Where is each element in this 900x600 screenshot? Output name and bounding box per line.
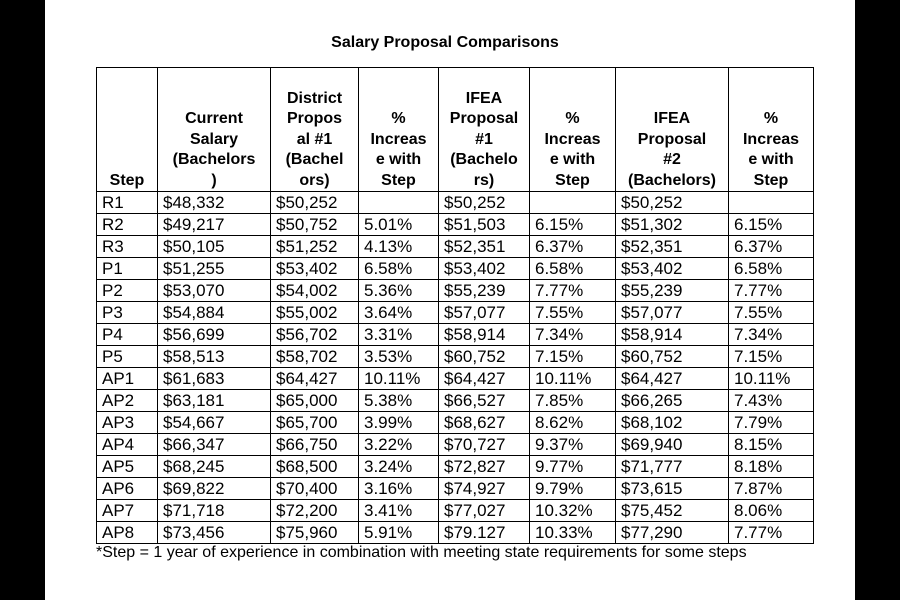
table-cell-step: AP7: [97, 500, 158, 522]
table-cell-ifea-proposal-1: $58,914: [439, 324, 530, 346]
table-cell-district-proposal-1: $50,752: [271, 214, 359, 236]
table-cell-pct-increase-ifea-2: 6.15%: [729, 214, 814, 236]
table-cell-current-salary: $63,181: [158, 390, 271, 412]
table-cell-ifea-proposal-2: $75,452: [616, 500, 729, 522]
table-row: [97, 478, 814, 500]
table-cell-pct-increase-ifea-1: 10.11%: [530, 368, 616, 390]
table-cell-current-salary: $48,332: [158, 192, 271, 214]
table-cell-district-proposal-1: $68,500: [271, 456, 359, 478]
column-header-pct-increase-ifea-1: [530, 68, 616, 192]
table-cell-ifea-proposal-1: $55,239: [439, 280, 530, 302]
column-header-line: %: [391, 110, 406, 127]
column-header-line: #1: [475, 130, 493, 148]
table-cell-step: AP2: [97, 390, 158, 412]
table-cell-current-salary: $66,347: [158, 434, 271, 456]
table-cell-pct-increase-ifea-2: 6.58%: [729, 258, 814, 280]
table-cell-pct-increase-ifea-1: 9.77%: [530, 456, 616, 478]
table-cell-district-proposal-1: $58,702: [271, 346, 359, 368]
column-header-line: Salary: [189, 130, 239, 148]
table-cell-district-proposal-1: $54,002: [271, 280, 359, 302]
table-cell-ifea-proposal-2: $53,402: [616, 258, 729, 280]
table-cell-pct-increase-ifea-2: 7.77%: [729, 280, 814, 302]
table-cell-current-salary: $69,822: [158, 478, 271, 500]
footnote: *Step = 1 year of experience in combination with meeting state requirements for some steps: [96, 544, 747, 561]
column-header-line: %: [763, 110, 779, 127]
table-cell-pct-increase-district: 5.38%: [359, 390, 439, 412]
table-cell-ifea-proposal-1: $77,027: [439, 500, 530, 522]
table-cell-step: R3: [97, 236, 158, 258]
table-cell-pct-increase-ifea-2: 7.34%: [729, 324, 814, 346]
table-cell-district-proposal-1: $55,002: [271, 302, 359, 324]
column-header-line: Step: [109, 171, 145, 189]
table-cell-pct-increase-ifea-2: 10.11%: [729, 368, 814, 390]
column-header-line: District: [286, 89, 343, 107]
table-cell-step: AP3: [97, 412, 158, 434]
table-cell-current-salary: $56,699: [158, 324, 271, 346]
table-cell-pct-increase-district: 5.01%: [359, 214, 439, 236]
table-cell-current-salary: $54,884: [158, 302, 271, 324]
table-row: [97, 258, 814, 280]
table-cell-ifea-proposal-2: $68,102: [616, 412, 729, 434]
column-header-line: Current: [185, 110, 243, 127]
table-cell-current-salary: $61,683: [158, 368, 271, 390]
table-cell-pct-increase-ifea-1: 7.85%: [530, 390, 616, 412]
table-cell-step: AP4: [97, 434, 158, 456]
table-cell-pct-increase-district: 5.36%: [359, 280, 439, 302]
column-header-line: Increas: [544, 130, 601, 148]
table-cell-pct-increase-ifea-1: 7.77%: [530, 280, 616, 302]
table-cell-pct-increase-ifea-1: 6.15%: [530, 214, 616, 236]
column-header-line: IFEA: [465, 89, 503, 107]
table-cell-ifea-proposal-1: $57,077: [439, 302, 530, 324]
table-cell-ifea-proposal-1: $79.127: [439, 522, 530, 544]
table-cell-pct-increase-district: 5.91%: [359, 522, 439, 544]
table-row: [97, 434, 814, 456]
table-cell-pct-increase-district: 3.31%: [359, 324, 439, 346]
table-cell-pct-increase-ifea-2: 8.18%: [729, 456, 814, 478]
table-cell-district-proposal-1: $51,252: [271, 236, 359, 258]
table-cell-step: AP5: [97, 456, 158, 478]
table-cell-ifea-proposal-2: $60,752: [616, 346, 729, 368]
table-cell-pct-increase-ifea-2: 8.06%: [729, 500, 814, 522]
column-header-line: ): [211, 171, 217, 189]
column-header-line: Step: [555, 171, 590, 189]
column-header-line: al #1: [296, 130, 333, 148]
table-cell-pct-increase-ifea-2: 7.77%: [729, 522, 814, 544]
table-row: [97, 346, 814, 368]
table-cell-step: R1: [97, 192, 158, 214]
table-cell-ifea-proposal-2: $51,302: [616, 214, 729, 236]
table-cell-district-proposal-1: $65,000: [271, 390, 359, 412]
column-header-step: [97, 68, 158, 192]
table-cell-pct-increase-ifea-2: 7.43%: [729, 390, 814, 412]
table-cell-current-salary: $50,105: [158, 236, 271, 258]
column-header-line: (Bachel: [285, 151, 344, 168]
table-cell-district-proposal-1: $50,252: [271, 192, 359, 214]
table-row: [97, 324, 814, 346]
table-cell-pct-increase-district: 10.11%: [359, 368, 439, 390]
table-cell-district-proposal-1: $66,750: [271, 434, 359, 456]
table-cell-ifea-proposal-1: $50,252: [439, 192, 530, 214]
table-cell-pct-increase-ifea-1: 7.34%: [530, 324, 616, 346]
table-cell-step: P3: [97, 302, 158, 324]
table-cell-pct-increase-district: 3.41%: [359, 500, 439, 522]
column-header-line: Increas: [370, 130, 427, 148]
table-cell-current-salary: $73,456: [158, 522, 271, 544]
column-header-line: Propos: [286, 110, 343, 127]
table-cell-ifea-proposal-2: $55,239: [616, 280, 729, 302]
table-cell-ifea-proposal-2: $58,914: [616, 324, 729, 346]
table-cell-step: R2: [97, 214, 158, 236]
table-cell-ifea-proposal-1: $64,427: [439, 368, 530, 390]
column-header-pct-increase-district: [359, 68, 439, 192]
table-cell-ifea-proposal-2: $57,077: [616, 302, 729, 324]
table-cell-pct-increase-district: 3.99%: [359, 412, 439, 434]
table-cell-pct-increase-ifea-2: 6.37%: [729, 236, 814, 258]
table-cell-ifea-proposal-1: $51,503: [439, 214, 530, 236]
table-cell-pct-increase-district: 3.22%: [359, 434, 439, 456]
table-cell-pct-increase-ifea-1: 8.62%: [530, 412, 616, 434]
table-cell-pct-increase-district: 3.53%: [359, 346, 439, 368]
table-row: [97, 456, 814, 478]
salary-table: [96, 67, 814, 544]
table-cell-district-proposal-1: $65,700: [271, 412, 359, 434]
table-cell-step: AP6: [97, 478, 158, 500]
table-cell-pct-increase-ifea-1: [530, 192, 616, 214]
table-cell-current-salary: $54,667: [158, 412, 271, 434]
table-header-row: [97, 68, 814, 192]
table-cell-ifea-proposal-2: $71,777: [616, 456, 729, 478]
table-cell-step: P4: [97, 324, 158, 346]
table-cell-pct-increase-ifea-1: 10.33%: [530, 522, 616, 544]
table-cell-step: AP1: [97, 368, 158, 390]
table-cell-ifea-proposal-1: $74,927: [439, 478, 530, 500]
table-cell-ifea-proposal-1: $68,627: [439, 412, 530, 434]
table-body: [97, 192, 814, 544]
column-header-ifea-proposal-1: [439, 68, 530, 192]
document-page: [45, 0, 855, 600]
column-header-line: (Bachelors): [627, 171, 717, 189]
table-cell-current-salary: $51,255: [158, 258, 271, 280]
table-row: [97, 390, 814, 412]
column-header-line: Increas: [742, 130, 800, 148]
table-cell-step: P1: [97, 258, 158, 280]
table-cell-district-proposal-1: $53,402: [271, 258, 359, 280]
table-cell-pct-increase-ifea-1: 9.37%: [530, 434, 616, 456]
table-row: [97, 412, 814, 434]
table-row: [97, 368, 814, 390]
table-cell-pct-increase-district: 3.24%: [359, 456, 439, 478]
table-cell-pct-increase-ifea-2: 7.55%: [729, 302, 814, 324]
table-cell-pct-increase-district: 3.64%: [359, 302, 439, 324]
table-cell-ifea-proposal-1: $60,752: [439, 346, 530, 368]
table-cell-pct-increase-ifea-2: 7.15%: [729, 346, 814, 368]
table-row: [97, 214, 814, 236]
table-cell-current-salary: $49,217: [158, 214, 271, 236]
table-cell-ifea-proposal-1: $66,527: [439, 390, 530, 412]
column-header-line: (Bachelo: [450, 151, 518, 168]
table-cell-pct-increase-ifea-1: 9.79%: [530, 478, 616, 500]
table-cell-pct-increase-ifea-1: 6.58%: [530, 258, 616, 280]
column-header-line: %: [565, 110, 580, 127]
table-cell-current-salary: $71,718: [158, 500, 271, 522]
column-header-ifea-proposal-2: [616, 68, 729, 192]
table-cell-ifea-proposal-2: $66,265: [616, 390, 729, 412]
table-cell-step: AP8: [97, 522, 158, 544]
table-cell-ifea-proposal-2: $73,615: [616, 478, 729, 500]
table-cell-ifea-proposal-1: $53,402: [439, 258, 530, 280]
table-cell-ifea-proposal-2: $69,940: [616, 434, 729, 456]
column-header-line: #2: [663, 151, 681, 168]
table-cell-pct-increase-district: 3.16%: [359, 478, 439, 500]
page-title: Salary Proposal Comparisons: [331, 34, 559, 51]
column-header-line: Proposal: [637, 130, 707, 148]
table-cell-pct-increase-ifea-2: 7.79%: [729, 412, 814, 434]
column-header-line: Step: [381, 171, 416, 189]
column-header-line: rs): [473, 171, 495, 189]
table-row: [97, 280, 814, 302]
table-cell-pct-increase-ifea-1: 7.15%: [530, 346, 616, 368]
table-cell-step: P2: [97, 280, 158, 302]
table-cell-pct-increase-district: 4.13%: [359, 236, 439, 258]
table-cell-ifea-proposal-2: $52,351: [616, 236, 729, 258]
table-cell-pct-increase-ifea-2: 7.87%: [729, 478, 814, 500]
column-header-district-proposal-1: [271, 68, 359, 192]
table-cell-district-proposal-1: $64,427: [271, 368, 359, 390]
column-header-line: IFEA: [653, 110, 691, 127]
table-cell-pct-increase-ifea-1: 6.37%: [530, 236, 616, 258]
table-cell-current-salary: $58,513: [158, 346, 271, 368]
table-cell-current-salary: $68,245: [158, 456, 271, 478]
table-cell-ifea-proposal-2: $77,290: [616, 522, 729, 544]
table-cell-pct-increase-ifea-2: 8.15%: [729, 434, 814, 456]
table-cell-pct-increase-ifea-2: [729, 192, 814, 214]
table-cell-pct-increase-district: [359, 192, 439, 214]
table-cell-pct-increase-ifea-1: 7.55%: [530, 302, 616, 324]
table-cell-district-proposal-1: $72,200: [271, 500, 359, 522]
table-cell-ifea-proposal-2: $64,427: [616, 368, 729, 390]
table-cell-district-proposal-1: $70,400: [271, 478, 359, 500]
table-cell-pct-increase-district: 6.58%: [359, 258, 439, 280]
table-cell-ifea-proposal-1: $72,827: [439, 456, 530, 478]
table-cell-current-salary: $53,070: [158, 280, 271, 302]
column-header-current-salary: [158, 68, 271, 192]
table-cell-ifea-proposal-1: $52,351: [439, 236, 530, 258]
table-cell-ifea-proposal-1: $70,727: [439, 434, 530, 456]
column-header-line: e with: [549, 151, 596, 168]
table-cell-pct-increase-ifea-1: 10.32%: [530, 500, 616, 522]
table-cell-district-proposal-1: $56,702: [271, 324, 359, 346]
column-header-line: e with: [375, 151, 422, 168]
table-cell-district-proposal-1: $75,960: [271, 522, 359, 544]
table-row: [97, 302, 814, 324]
table-cell-ifea-proposal-2: $50,252: [616, 192, 729, 214]
column-header-pct-increase-ifea-2: [729, 68, 814, 192]
column-header-line: ors): [299, 171, 330, 189]
column-header-line: (Bachelors: [172, 151, 256, 168]
column-header-line: Proposal: [449, 110, 519, 127]
table-row: [97, 192, 814, 214]
column-header-line: Step: [753, 171, 789, 189]
table-row: [97, 236, 814, 258]
column-header-line: e with: [748, 151, 794, 168]
table-row: [97, 500, 814, 522]
table-cell-step: P5: [97, 346, 158, 368]
